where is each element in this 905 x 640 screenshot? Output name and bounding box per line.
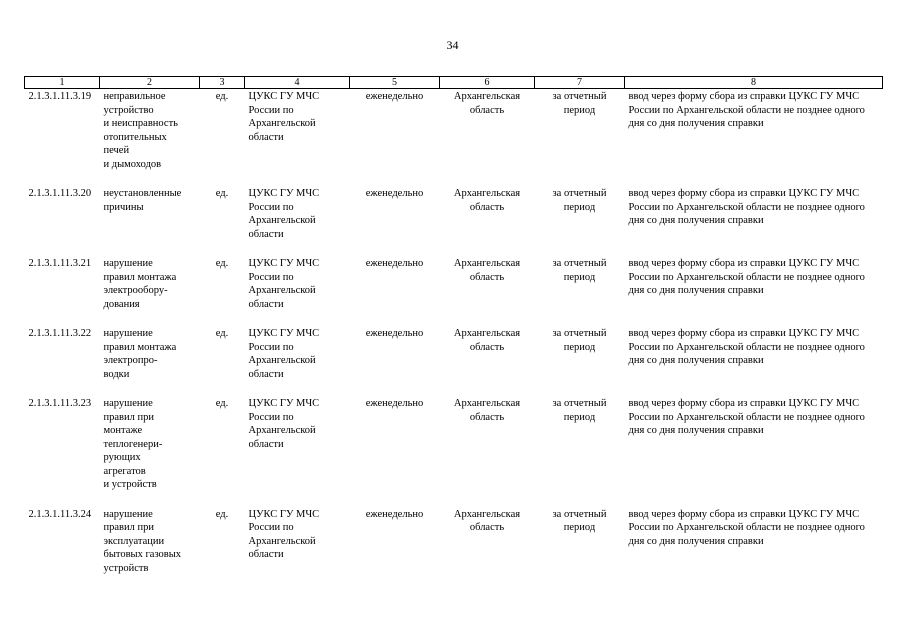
- period-cell: за отчетный период: [552, 328, 607, 353]
- name-line: бытовых газовых: [103, 549, 182, 560]
- period-cell: за отчетный период: [552, 398, 607, 423]
- table-row: [25, 256, 883, 326]
- source-cell: ЦУКС ГУ МЧС России по Архангельской области: [248, 328, 320, 380]
- source-cell: ЦУКС ГУ МЧС России по Архангельской области: [248, 91, 320, 143]
- source-cell: ЦУКС ГУ МЧС России по Архангельской области: [248, 258, 320, 310]
- region-cell: Архангельская область: [453, 91, 521, 116]
- region-cell: Архангельская область: [453, 188, 521, 213]
- name-cell: [100, 326, 200, 396]
- frequency-cell: еженедельно: [365, 398, 424, 409]
- name-cell: [100, 256, 200, 326]
- name-line: электропро-: [103, 355, 158, 366]
- name-line: причины: [103, 201, 144, 213]
- period-cell: за отчетный период: [552, 188, 607, 213]
- name-line: эксплуатации: [103, 535, 165, 547]
- name-cell: [100, 89, 200, 187]
- column-header: 5: [350, 77, 440, 89]
- indicator-table: [24, 76, 883, 590]
- method-cell: ввод через форму сбора из справки ЦУКС ГУ МЧС России по Архангельской области не позднее одного дня со дня получения справки: [628, 328, 865, 366]
- region-cell: Архангельская область: [453, 258, 521, 283]
- name-line: правил монтажа: [103, 341, 177, 353]
- name-line: нарушение: [103, 258, 153, 269]
- frequency-cell: еженедельно: [365, 508, 424, 520]
- name-line: рующих: [103, 452, 141, 463]
- name-cell: [100, 396, 200, 507]
- method-cell: ввод через форму сбора из справки ЦУКС ГУ МЧС России по Архангельской области не позднее одного дня со дня получения справки: [628, 398, 865, 436]
- name-line: правил при: [103, 411, 154, 423]
- column-header: 1: [25, 77, 100, 89]
- page-number: 34: [446, 38, 459, 52]
- column-header: 6: [440, 77, 535, 89]
- method-cell: ввод через форму сбора из справки ЦУКС ГУ МЧС России по Архангельской области не позднее одного дня со дня получения справки: [628, 91, 865, 129]
- name-line: и устройств: [103, 479, 157, 490]
- name-line: теплогенери-: [103, 438, 163, 450]
- code-cell: 2.1.3.1.11.3.24: [28, 508, 92, 520]
- period-cell: за отчетный период: [552, 258, 607, 283]
- column-header: 7: [535, 77, 625, 89]
- unit-cell: ед.: [215, 91, 229, 102]
- region-cell: Архангельская область: [453, 398, 521, 423]
- name-line: монтаже: [103, 425, 143, 436]
- table-row: [25, 507, 883, 591]
- source-cell: ЦУКС ГУ МЧС России по Архангельской области: [248, 398, 320, 450]
- name-cell: [100, 507, 200, 591]
- name-line: водки: [103, 368, 130, 380]
- method-cell: ввод через форму сбора из справки ЦУКС ГУ МЧС России по Архангельской области не позднее одного дня со дня получения справки: [628, 188, 865, 226]
- column-header: 4: [245, 77, 350, 89]
- unit-cell: ед.: [215, 188, 229, 199]
- unit-cell: ед.: [215, 398, 229, 409]
- name-line: неправильное: [103, 91, 166, 102]
- method-cell: ввод через форму сбора из справки ЦУКС ГУ МЧС России по Архангельской области не позднее одного дня со дня получения справки: [628, 508, 865, 547]
- unit-cell: ед.: [215, 328, 229, 339]
- column-header: 8: [625, 77, 883, 89]
- frequency-cell: еженедельно: [365, 328, 424, 339]
- method-cell: ввод через форму сбора из справки ЦУКС ГУ МЧС России по Архангельской области не позднее одного дня со дня получения справки: [628, 258, 865, 296]
- table-row: [25, 89, 883, 187]
- name-line: и дымоходов: [103, 158, 162, 170]
- name-line: нарушение: [103, 398, 153, 409]
- frequency-cell: еженедельно: [365, 91, 424, 102]
- source-cell: ЦУКС ГУ МЧС России по Архангельской области: [248, 508, 320, 560]
- source-cell: ЦУКС ГУ МЧС России по Архангельской области: [248, 188, 320, 240]
- period-cell: за отчетный период: [552, 508, 607, 533]
- code-cell: 2.1.3.1.11.3.22: [28, 328, 92, 339]
- name-line: правил монтажа: [103, 271, 177, 283]
- header-row: [25, 77, 883, 89]
- name-line: электрообору-: [103, 285, 168, 296]
- column-header: 2: [100, 77, 200, 89]
- code-cell: 2.1.3.1.11.3.23: [28, 398, 92, 409]
- table-row: [25, 396, 883, 507]
- region-cell: Архангельская область: [453, 508, 521, 533]
- name-line: устройств: [103, 562, 149, 574]
- code-cell: 2.1.3.1.11.3.21: [28, 258, 92, 269]
- name-line: устройство: [103, 104, 154, 116]
- name-line: и неисправность: [103, 118, 178, 129]
- column-header: 3: [200, 77, 245, 89]
- table-row: [25, 186, 883, 256]
- name-line: неустановленные: [103, 188, 182, 199]
- unit-cell: ед.: [215, 508, 229, 520]
- code-cell: 2.1.3.1.11.3.20: [28, 188, 92, 199]
- name-line: печей: [103, 145, 130, 156]
- code-cell: 2.1.3.1.11.3.19: [28, 91, 92, 102]
- name-cell: [100, 186, 200, 256]
- name-line: дования: [103, 298, 140, 310]
- name-line: нарушение: [103, 328, 153, 339]
- table-body: [25, 89, 883, 591]
- region-cell: Архангельская область: [453, 328, 521, 353]
- name-line: агрегатов: [103, 465, 146, 477]
- frequency-cell: еженедельно: [365, 188, 424, 199]
- name-line: нарушение: [103, 508, 153, 520]
- frequency-cell: еженедельно: [365, 258, 424, 269]
- unit-cell: ед.: [215, 258, 229, 269]
- name-line: отопительных: [103, 131, 167, 143]
- table-row: [25, 326, 883, 396]
- name-line: правил при: [103, 522, 154, 533]
- period-cell: за отчетный период: [552, 91, 607, 116]
